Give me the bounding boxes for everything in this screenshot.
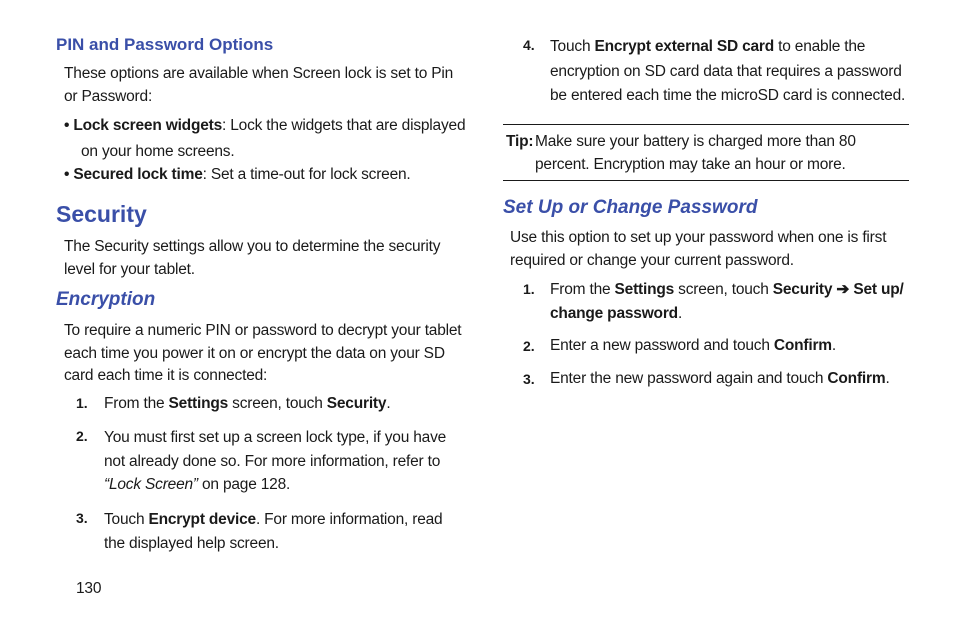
step-text: You must first set up a screen lock type, if you have not already done so. For more information, refer to: [104, 429, 447, 470]
encryption-step-2: [104, 426, 464, 497]
step-bold: Set up/ change password: [550, 281, 904, 322]
step-number: 1.: [76, 395, 88, 411]
step-text: From the: [104, 395, 169, 412]
pin-password-intro: These options are available when Screen lock is set to Pin or Password:: [64, 65, 454, 105]
password-heading: Set Up or Change Password: [503, 197, 758, 218]
step-text: Enter the new password again and touch: [550, 370, 828, 387]
password-step-1: [550, 278, 908, 326]
password-step-3: [550, 368, 908, 391]
bullet-text: : Set a time-out for lock screen.: [202, 166, 411, 183]
step-bold: Encrypt external SD card: [594, 38, 775, 55]
step-text: .: [386, 395, 391, 412]
step-number: 2.: [76, 428, 88, 444]
bullet-label: Secured lock time: [73, 166, 203, 183]
encryption-step-4: [550, 35, 908, 109]
bullet-text: : Lock the widgets that are displayed on your home screens.: [81, 117, 466, 160]
step-text: .: [885, 370, 890, 387]
step-bold: Confirm: [773, 337, 832, 354]
arrow-glyph: ➔: [832, 281, 854, 298]
security-intro: The Security settings allow you to determine the security level for your tablet.: [64, 238, 441, 278]
tip-label: Tip:: [506, 133, 534, 150]
step-bold: Security: [326, 395, 387, 412]
encryption-heading: Encryption: [56, 289, 156, 310]
step-bold: Settings: [614, 281, 675, 298]
step-text: on page 128.: [197, 476, 291, 493]
encryption-intro: To require a numeric PIN or password to decrypt your tablet each time you power it on or encrypt the data on your SD card each time it is connected:: [64, 322, 462, 384]
step-text: Touch: [104, 511, 149, 528]
lock-screen-link[interactable]: “Lock Screen”: [104, 476, 198, 493]
step-text: .: [831, 337, 836, 354]
page-number: 130: [76, 580, 102, 597]
encryption-step-3: [104, 508, 464, 556]
step-number: 2.: [523, 338, 535, 354]
pin-password-heading: PIN and Password Options: [56, 35, 274, 54]
step-bold: Encrypt device: [148, 511, 256, 528]
step-number: 3.: [76, 510, 88, 526]
tip-bottom-rule: [503, 180, 909, 181]
step-bold: Security: [772, 281, 833, 298]
step-text: screen, touch: [674, 281, 773, 298]
security-heading: Security: [56, 201, 147, 227]
step-number: 3.: [523, 371, 535, 387]
step-text: Touch: [550, 38, 595, 55]
step-number: 4.: [523, 37, 535, 53]
password-step-2: [550, 335, 908, 358]
bullet-secured-lock-time: • Secured lock time: Set a time-out for lock screen.: [64, 166, 411, 183]
step-bold: Confirm: [827, 370, 886, 387]
tip-top-rule: [503, 124, 909, 125]
tip-text: Make sure your battery is charged more than 80 percent. Encryption may take an hour or more.: [535, 133, 856, 173]
step-text: screen, touch: [228, 395, 327, 412]
step-number: 1.: [523, 281, 535, 297]
step-text: . For more information, read the displayed help screen.: [104, 511, 443, 552]
bullet-lock-screen-widgets: • Lock screen widgets: Lock the widgets that are displayed on your home screens.: [64, 117, 466, 160]
bullet-label: Lock screen widgets: [73, 117, 223, 134]
step-text: .: [677, 305, 683, 322]
step-bold: Settings: [168, 395, 229, 412]
password-intro: Use this option to set up your password when one is first required or change your current password.: [510, 229, 887, 269]
encryption-step-1: [104, 393, 464, 416]
step-text: Enter a new password and touch: [550, 337, 774, 354]
step-text: to enable the encryption on SD card data that requires a password be entered each time the microSD card is connected.: [550, 38, 906, 104]
step-text: From the: [550, 281, 615, 298]
